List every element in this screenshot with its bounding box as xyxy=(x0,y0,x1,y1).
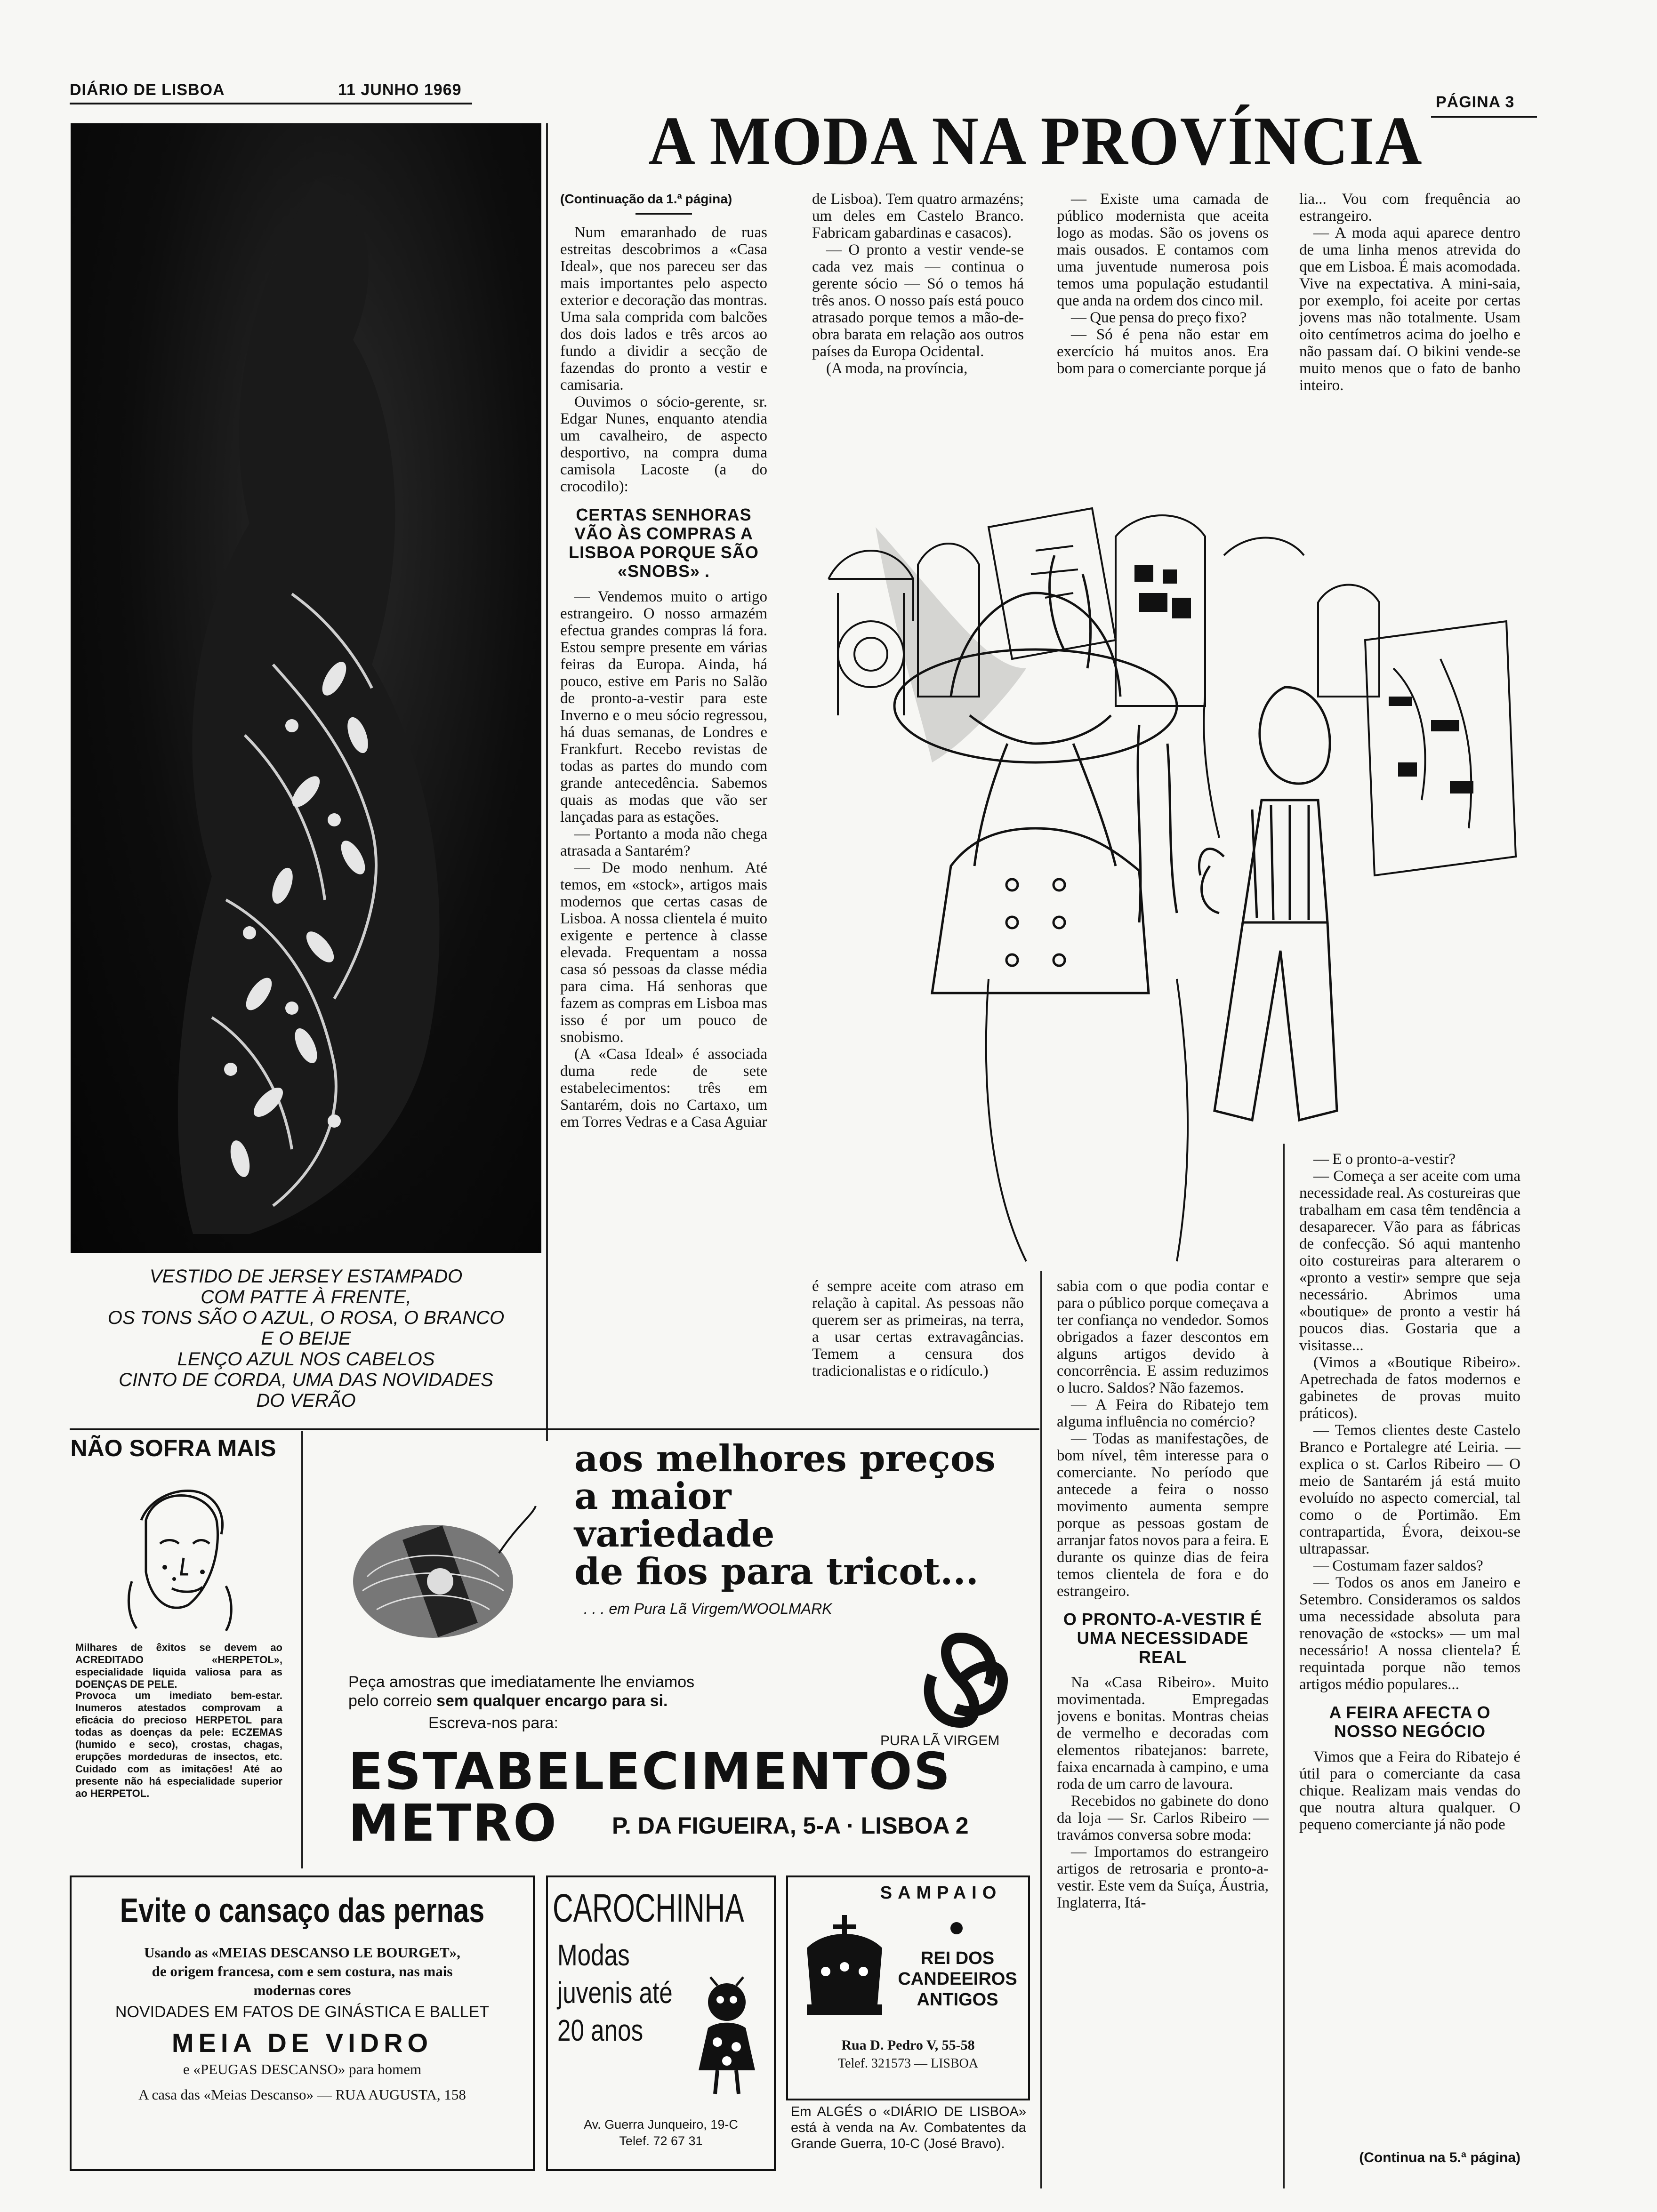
article-column-1 xyxy=(560,191,767,1424)
article-title: A MODA NA PROVÍNCIA xyxy=(648,103,1423,180)
ad-metro-headline xyxy=(574,1437,1022,1593)
ad-line: Modas xyxy=(557,1938,630,1972)
paragraph: — A moda aqui aparece dentro de uma linha menos atrevida do que em Lisboa. É mais acomodada. Vive na expectativa. A mini-saia, por exemplo, foi aceite por certas jovens mas não totalmente. Usam oito centímetros acima do joelho e não passam daí. O bikini vende-se muito menos que o fato de banho inteiro. xyxy=(1299,224,1520,394)
page-number: PÁGINA 3 xyxy=(1436,93,1515,111)
subheading: CERTAS SENHORAS VÃO ÀS COMPRAS A LISBOA PORQUE SÃO «SNOBS» . xyxy=(569,505,759,581)
article-column-2-lower xyxy=(812,1278,1024,1424)
ad-meias-headline: Evite o cansaço das pernas xyxy=(120,1892,485,1930)
paragraph: (A moda, na província, xyxy=(826,360,968,377)
paragraph: — Começa a ser aceite com uma necessidade real. As costureiras que trabalham em casa têm tendência a desaparecer. Vão para as fábricas de confecção. Só aqui mantenho oito costureiras para alterarem o «pronto a vestir» sempre que seja necessário. Abrimos uma «boutique» de pronto a vestir há poucos dias. Gostaria que a visitasse... xyxy=(1299,1168,1520,1354)
paragraph: Recebidos no gabinete do dono da loja — Sr. Carlos Ribeiro — travámos conversa sobre moda: xyxy=(1057,1793,1269,1843)
section-rule xyxy=(70,1428,1039,1430)
ad-herpetol-text-1: Milhares de êxitos se devem ao ACREDITADO «HERPETOL», especialidade liquida valiosa para as DOENÇAS DE PELE. xyxy=(75,1642,282,1690)
article-column-4-lower xyxy=(1299,1151,1520,2148)
photo-caption xyxy=(71,1266,541,1411)
ad-metro-write: Escreva-nos para: xyxy=(428,1714,558,1732)
ad-metro-address: P. DA FIGUEIRA, 5-A · LISBOA 2 xyxy=(612,1812,969,1839)
paragraph: — E o pronto-a-vestir? xyxy=(1313,1151,1456,1168)
ad-sampaio-copy xyxy=(892,1948,1023,2010)
paragraph: (A «Casa Ideal» é associada duma rede de sete estabelecimentos: três em Santarém, dois no Cartaxo, um em Torres Vedras e a Casa Aguiar xyxy=(560,1046,767,1130)
caption-line: OS TONS SÃO O AZUL, O ROSA, O BRANCO xyxy=(107,1307,505,1328)
caption-line: DO VERÃO xyxy=(256,1390,356,1411)
ladybug-doll-icon xyxy=(689,1976,764,2099)
ad-metro-offer-2: pelo correio xyxy=(348,1692,432,1710)
paragraph: — Vendemos muito o artigo estrangeiro. O nosso armazém efectua grandes compras lá fora. Estou sempre presente em várias feiras da Europa. Ainda, há pouco, estive em Paris no Salão de pronto-a-vestir para este Inverno e o meu sócio regressou, há duas semanas, de Londres e Frankfurt. Recebo revistas de todas as partes do mundo com grande antecedência. Sabemos quais as modas que vão ser lançadas para as estações. xyxy=(560,588,767,825)
paragraph: — Portanto a moda não chega atrasada a Santarém? xyxy=(560,825,767,859)
paragraph: — Todas as manifestações, de bom nível, têm interesse para o comerciante. No período que antecede a feira o nosso movimento aumenta sempre porque as pessoas gostam de arranjar fatos novos para a feira. E durante os quinze dias de feira temos clientela de fora e do estrangeiro. xyxy=(1057,1430,1269,1600)
paragraph: — O pronto a vestir vende-se cada vez mais — continua o gerente sócio — Só o temos há três anos. O nosso país está pouco atrasado porque temos a mão-de-obra barata em relação aos outros países da Europa Ocidental. xyxy=(812,241,1024,360)
ad-line: de origem francesa, com e sem costura, nas mais xyxy=(152,1963,453,1980)
caption-line: LENÇO AZUL NOS CABELOS xyxy=(177,1349,435,1370)
ad-carochinha xyxy=(546,1875,776,2171)
paragraph: — Importamos do estrangeiro artigos de retrosaria e pronto-a-vestir. Este vem da Suíça, Áustria, Inglaterra, Itá- xyxy=(1057,1843,1269,1911)
ad-metro-offer xyxy=(348,1692,668,1710)
ad-metro-brand-2: METRO xyxy=(348,1794,558,1853)
paragraph: — Existe uma camada de público modernista que aceita logo as modas. São os jovens os mais ousados. E contamos com uma juventude numerosa pois temos uma população estudantil que anda na ordem dos cinco mil. xyxy=(1057,191,1269,309)
caption-line: VESTIDO DE JERSEY ESTAMPADO xyxy=(149,1266,463,1287)
ad-metro-offer-3: sem qualquer encargo para si. xyxy=(436,1692,668,1710)
paragraph: — Todos os anos em Janeiro e Setembro. Consideramos os saldos uma necessidade absoluta para renovação de «stocks» — um mal necessário! A nossa clientela? É requintada porque não temos artigos médio populares... xyxy=(1299,1574,1520,1693)
paragraph: — De modo nenhum. Até temos, em «stock», artigos mais modernos que certas casas de Lisboa. A nossa clientela é muito exigente e pertence à classe elevada. Frequentam a nossa casa só pessoas da classe média para cima. Há senhoras que fazem as compras em Lisboa mas isso é por um pouco de snobismo. xyxy=(560,859,767,1046)
ad-brand: MEIA DE VIDRO xyxy=(171,2028,433,2058)
crown-logo xyxy=(797,1910,892,2019)
algés-notice: Em ALGÉS o «DIÁRIO DE LISBOA» está à venda na Av. Combatentes da Grande Guerra, 10-C (José Bravo). xyxy=(791,2104,1026,2151)
yarn-ball-illustration xyxy=(339,1497,537,1657)
printed-dress-figure xyxy=(71,123,541,1253)
ad-line: 20 anos xyxy=(557,2013,643,2047)
column-rule xyxy=(546,123,548,1441)
ad-herpetol-illustration xyxy=(118,1478,240,1633)
article-column-3 xyxy=(1057,191,1269,482)
paragraph: Vimos que a Feira do Ribatejo é útil para o comerciante da casa chique. Realizam mais vendas do que noutra altura qualquer. O pequeno comerciante já não pode xyxy=(1299,1748,1520,1833)
paragraph: — Que pensa do preço fixo? xyxy=(1071,309,1247,326)
ad-metro xyxy=(320,1437,1026,1864)
ad-line: REI DOS xyxy=(920,1948,995,1968)
ad-meias-body xyxy=(81,1943,523,2104)
crown-icon xyxy=(797,1910,892,2019)
subheading: A FEIRA AFECTA O NOSSO NEGÓCIO xyxy=(1329,1703,1491,1741)
ad-metro-tagline: . . . em Pura Lã Virgem/WOOLMARK xyxy=(584,1600,832,1617)
ad-metro-offer-1: Peça amostras que imediatamente lhe enviamos xyxy=(348,1673,695,1691)
paragraph: sabia com o que podia contar e para o público porque começava a ter confiança no vendedor. Somos obrigados a fazer descontos em alguns artigos devido à concorrência. E assim reduzimos o lucro. Saldos? Não fazemos. xyxy=(1057,1278,1269,1396)
ad-metro-pure-wool: PURA LÃ VIRGEM xyxy=(880,1733,1000,1748)
paragraph: — Temos clientes deste Castelo Branco e Portalegre até Leiria. — explica o st. Carlos Ribeiro — O meio de Santarém já está muito evoluído no aspecto comercial, tal como o de Portimão. Em contrapartida, Évora, deixou-se ultrapassar. xyxy=(1299,1422,1520,1557)
yarn-ball-icon xyxy=(339,1497,537,1657)
subheading: O PRONTO-A-VESTIR É UMA NECESSIDADE REAL xyxy=(1063,1610,1263,1667)
column-rule xyxy=(1040,1271,1042,2188)
paragraph: — Costumam fazer saldos? xyxy=(1313,1557,1483,1574)
article-column-2 xyxy=(812,191,1024,468)
ad-meias xyxy=(70,1875,535,2171)
fashion-photo xyxy=(71,123,541,1253)
paragraph: é sempre aceite com atraso em relação à capital. As pessoas não querem ser as primeiras, na terra, a usar certas extravagâncias. Temem a censura dos tradicionalistas e o ridículo.) xyxy=(812,1278,1024,1379)
article-column-4 xyxy=(1299,191,1520,520)
ad-sampaio-address: Rua D. Pedro V, 55-58 xyxy=(841,2037,975,2053)
paragraph: Ouvimos o sócio-gerente, sr. Edgar Nunes, enquanto atendia um cavalheiro, de aspecto desportivo, na compra duma camisola Lacoste (a do crocodilo): xyxy=(560,393,767,495)
ad-line: A casa das «Meias Descanso» — RUA AUGUSTA, 158 xyxy=(138,2086,466,2103)
headline-line: aos melhores preços xyxy=(574,1437,996,1480)
ladybug-icon xyxy=(689,1976,764,2099)
continuation-note: (Continuação da 1.ª página) xyxy=(560,192,732,206)
ad-line: ANTIGOS xyxy=(917,1990,998,2010)
article-column-3-lower xyxy=(1057,1278,1269,2191)
ad-herpetol-headline: NÃO SOFRA MAIS xyxy=(70,1435,276,1461)
continuation-rule xyxy=(635,213,692,215)
paragraph: de Lisboa). Tem quatro armazéns; um deles em Castelo Branco. Fabricam gabardinas e casacos). xyxy=(812,191,1024,241)
ad-divider xyxy=(301,1431,303,1868)
headline-line: variedade xyxy=(574,1513,775,1555)
ad-line: NOVIDADES EM FATOS DE GINÁSTICA E BALLET xyxy=(115,2003,490,2021)
paper-name: DIÁRIO DE LISBOA xyxy=(70,81,225,99)
face-illustration xyxy=(118,1478,240,1633)
bullet-dot xyxy=(950,1922,963,1934)
woolmark-icon xyxy=(909,1628,1012,1732)
ad-line: e «PEUGAS DESCANSO» para homem xyxy=(183,2061,422,2077)
headline-line: a maior xyxy=(574,1475,732,1518)
paragraph: — Só é pena não estar em exercício há muitos anos. Era bom para o comerciante porque já xyxy=(1057,326,1269,377)
ad-metro-brand-1: ESTABELECIMENTOS xyxy=(348,1742,952,1801)
caption-line: E O BEIJE xyxy=(261,1328,351,1349)
column-rule xyxy=(1283,1144,1285,2188)
headline-line: de fios para tricot... xyxy=(574,1550,979,1593)
ad-line: juvenis até xyxy=(557,1976,673,2010)
ad-carochinha-copy xyxy=(557,1936,673,2049)
masthead-rule xyxy=(70,103,472,104)
continues-note: (Continua na 5.ª página) xyxy=(1359,2150,1520,2165)
issue-date: 11 JUNHO 1969 xyxy=(338,81,462,99)
paragraph: lia... Vou com frequência ao estrangeiro. xyxy=(1299,191,1520,224)
ad-line: modernas cores xyxy=(253,1982,351,1998)
ad-herpetol-text-2: Provoca um imediato bem-estar. Inumeros atestados comprovam a eficácia do precioso HERPETOL para todas as doenças da pele: ECZEMAS (humido e seco), crostas, chagas, erupções mordeduras de insectos, etc. Cuidado com as imitações! Até ao presente não há especialidade superior ao HERPETOL. xyxy=(75,1690,282,1799)
caption-line: CINTO DE CORDA, UMA DAS NOVIDADES xyxy=(119,1370,493,1390)
woolmark-logo xyxy=(909,1628,1012,1732)
ad-carochinha-phone: Telef. 72 67 31 xyxy=(619,2134,703,2148)
ad-line: Usando as «MEIAS DESCANSO LE BOURGET», xyxy=(144,1944,460,1961)
ad-carochinha-name: CAROCHINHA xyxy=(553,1886,744,1930)
ad-sampaio xyxy=(786,1875,1030,2100)
ad-sampaio-name: SAMPAIO xyxy=(880,1883,1002,1903)
paragraph: Num emaranhado de ruas estreitas descobrimos a «Casa Ideal», que nos pareceu ser das mais importantes pelo aspecto exterior e decoração das montras. Uma sala comprida com balcões dos dois lados e três arcos ao fundo a dividir a secção de fazendas do pronto a vestir e camisaria. xyxy=(560,224,767,393)
paragraph: — A Feira do Ribatejo tem alguma influência no comércio? xyxy=(1057,1396,1269,1430)
ad-line: CANDEEIROS xyxy=(898,1969,1017,1989)
paragraph: (Vimos a «Boutique Ribeiro». Apetrechada de fatos modernos e gabinetes de provas muito práticos). xyxy=(1299,1354,1520,1422)
caption-line: COM PATTE À FRENTE, xyxy=(201,1287,411,1307)
ad-sampaio-phone: Telef. 321573 — LISBOA xyxy=(837,2056,979,2071)
paragraph: Na «Casa Ribeiro». Muito movimentada. Empregadas jovens e bonitas. Montras cheias de vermelho e decoradas com elementos ribatejanos: barrete, faixa encarnada à campino, e uma roda de um carro de lavoura. xyxy=(1057,1674,1269,1793)
ad-carochinha-address: Av. Guerra Junqueiro, 19-C xyxy=(584,2117,738,2132)
